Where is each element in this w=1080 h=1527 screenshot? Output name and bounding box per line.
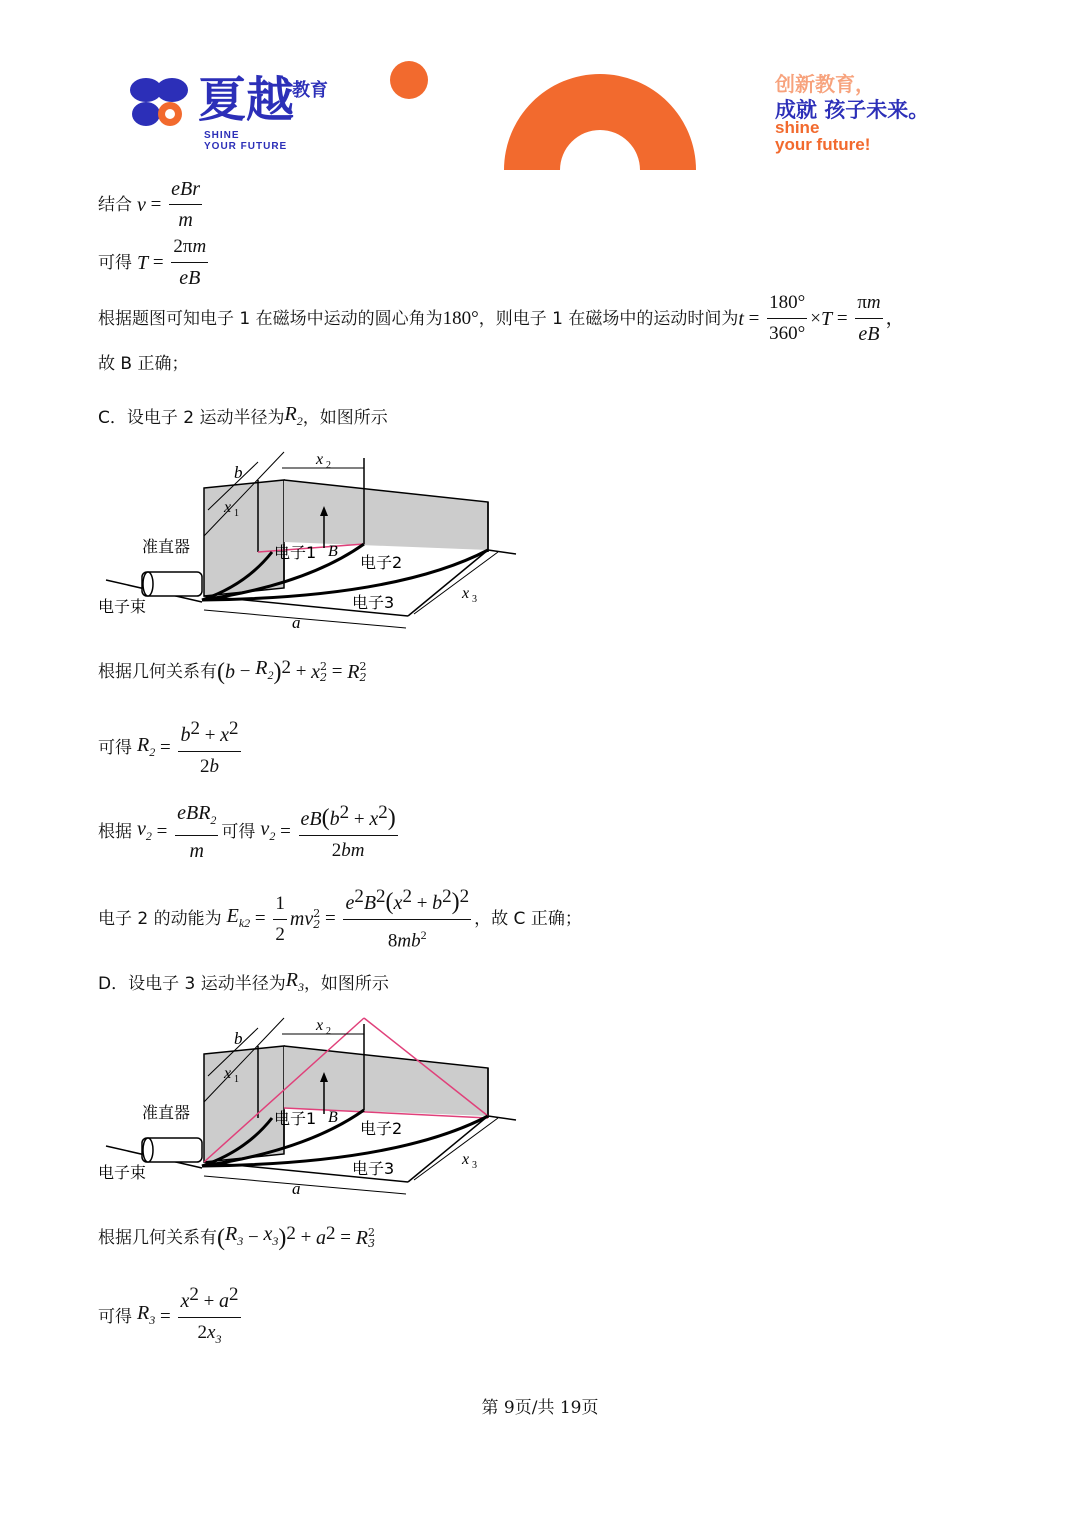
eq-period: 可得 T = $\frac{2\pi m}{eB}$ xyxy=(98,236,207,289)
svg-text:2: 2 xyxy=(326,460,331,471)
logo-text: 夏越 xyxy=(198,72,295,128)
svg-text:电子1: 电子1 xyxy=(274,543,317,562)
eq-d-geometry: 根据几何关系有 ( $R_3$ − $x_3$ ) 2 + a 2 = R 2 3 xyxy=(98,1223,375,1251)
eq-c-radius: 可得 $R_2$ = $\frac{b^2 + x^2}{2b}$ xyxy=(98,718,239,777)
svg-text:2: 2 xyxy=(326,1026,331,1037)
logo-icon xyxy=(128,74,190,130)
orange-dot xyxy=(390,61,428,99)
svg-text:b: b xyxy=(234,463,243,482)
svg-text:B: B xyxy=(328,543,338,560)
svg-text:x: x xyxy=(224,499,232,516)
eq-c-geometry: 根据几何关系有 ( b − $R_2$ ) 2 + x 2 2 = R 2 2 xyxy=(98,657,367,685)
svg-text:电子1: 电子1 xyxy=(274,1109,317,1128)
svg-text:b: b xyxy=(234,1029,243,1048)
svg-text:准直器: 准直器 xyxy=(142,537,191,556)
eq-d-radius: 可得 $R_3$ = $\frac{x^2 + a^2}{2x_3}$ xyxy=(98,1284,239,1346)
logo-en-1: SHINE xyxy=(204,130,240,141)
svg-text:a: a xyxy=(292,1179,301,1198)
svg-text:电子3: 电子3 xyxy=(352,593,395,612)
svg-text:B: B xyxy=(328,1109,338,1126)
svg-text:3: 3 xyxy=(472,1160,477,1171)
svg-text:电子3: 电子3 xyxy=(352,1159,395,1178)
figure-electron-paths-d xyxy=(96,1006,536,1206)
svg-text:电子束: 电子束 xyxy=(98,1163,147,1182)
logo-en-2: YOUR FUTURE xyxy=(204,141,288,152)
decor-shapes xyxy=(388,60,708,172)
svg-text:x: x xyxy=(224,1065,232,1082)
section-c-title: C．设电子 2 运动半径为 $R_2$ ，如图所示 xyxy=(98,403,388,428)
svg-text:x: x xyxy=(462,585,470,602)
svg-text:a: a xyxy=(292,613,301,632)
eq-time-electron1: 根据题图可知电子 1 在磁场中运动的圆心角为 180° ，则电子 1 在磁场中的运动时间为 t = $\frac{180^\circ}{360^\circ}$ × T = $\frac{\pi m}{eB}$ ， xyxy=(98,292,905,345)
svg-text:x: x xyxy=(316,451,324,468)
slogan-line-4: your future! xyxy=(775,135,871,154)
svg-text:1: 1 xyxy=(234,508,239,519)
eq-velocity: 结合 v = $\frac{\text{eBr}}{m}$ xyxy=(98,178,200,231)
eq-c-velocity: 根据 $v_2$ = $\frac{eBR_2}{m}$ 可得 $v_2$ = $\frac{eB(b^2 + x^2)}{2bm}$ xyxy=(98,802,396,862)
orange-arch xyxy=(504,74,696,170)
figure-electron-paths-c xyxy=(96,440,536,640)
svg-text:电子束: 电子束 xyxy=(98,597,147,616)
page-number: 第 9页/共 19页 xyxy=(481,1398,599,1418)
conclusion-b: 故 B 正确； xyxy=(98,354,189,374)
svg-text:x: x xyxy=(462,1151,470,1168)
eq-c-kinetic-energy: 电子 2 的动能为 $E_{k2}$ = $\frac{1}{2}$ mv 2 2 = $\frac{e^2B^2(x^2 + b^2)^2}{8mb^2}$ ，故 C 正确； xyxy=(98,886,582,952)
slogan-line-3: shine xyxy=(775,118,820,137)
slogan-line-1: 创新教育， xyxy=(775,72,875,96)
svg-text:x: x xyxy=(316,1017,324,1034)
logo-sup: 教育 xyxy=(292,80,328,101)
section-d-title: D．设电子 3 运动半径为 $R_3$ ，如图所示 xyxy=(98,969,389,994)
slogan-line-2: 成就 孩子未来。 xyxy=(775,98,930,122)
svg-text:3: 3 xyxy=(472,594,477,605)
svg-text:电子2: 电子2 xyxy=(360,1119,403,1138)
svg-text:电子2: 电子2 xyxy=(360,553,403,572)
svg-text:准直器: 准直器 xyxy=(142,1103,191,1122)
svg-text:1: 1 xyxy=(234,1074,239,1085)
